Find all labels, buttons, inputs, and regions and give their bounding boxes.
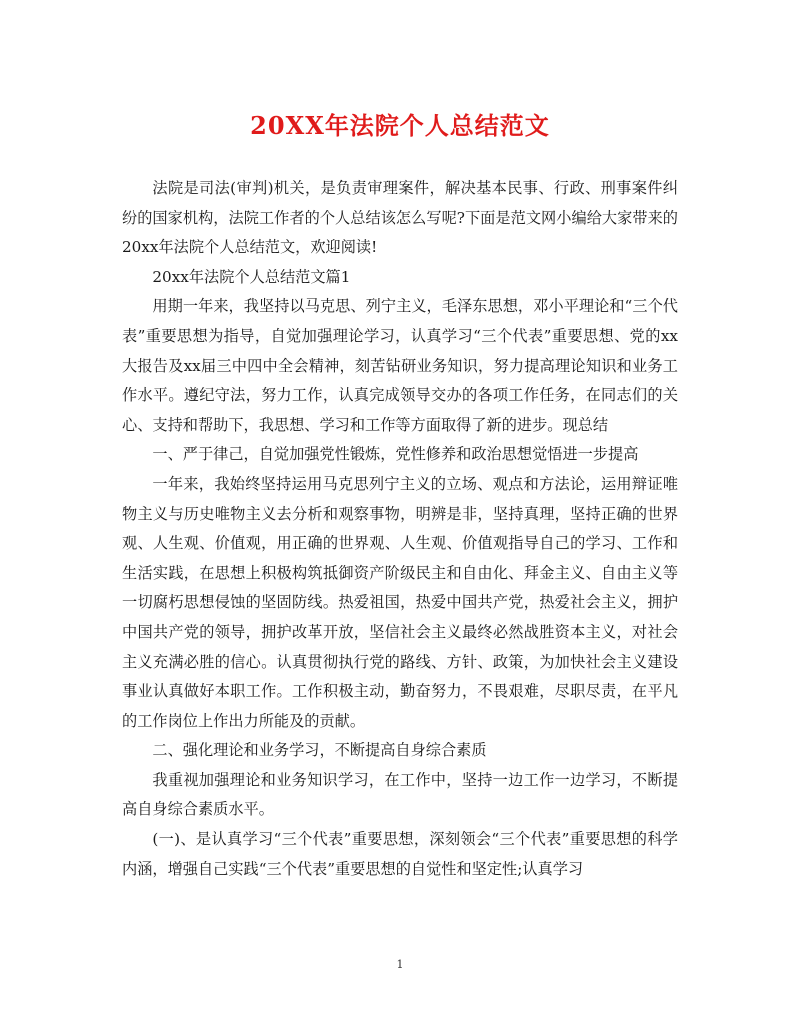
document-title: 20XX年法院个人总结范文 [250, 111, 550, 140]
body-paragraph: 我重视加强理论和业务知识学习，在工作中，坚持一边工作一边学习，不断提高自身综合素质水平。 [122, 770, 678, 819]
page-number: 1 [396, 958, 404, 971]
document-body [122, 174, 678, 884]
body-paragraph: 用期一年来，我坚持以马克思、列宁主义，毛泽东思想，邓小平理论和“三个代表”重要思想为指导，自觉加强理论学习，认真学习“三个代表”重要思想、党的xx大报告及xx届三中四中全会精神，刻苦钻研业务知识，努力提高理论知识和业务工作水平。遵纪守法，努力工作，认真完成领导交办的各项工作任务，在同志们的关心、支持和帮助下，我思想、学习和工作等方面取得了新的进步。现总结 [122, 297, 678, 434]
section-subtitle: 20xx年法院个人总结范文篇1 [152, 267, 351, 286]
section-heading-2: 二、强化理论和业务学习，不断提高自身综合素质 [152, 741, 487, 760]
body-paragraph: 一年来，我始终坚持运用马克思列宁主义的立场、观点和方法论，运用辩证唯物主义与历史唯物主义去分析和观察事物，明辨是非，坚持真理，坚持正确的世界观、人生观、价值观，用正确的世界观、人生观、价值观指导自己的学习、工作和生活实践，在思想上积极构筑抵御资产阶级民主和自由化、拜金主义、自由主义等一切腐朽思想侵蚀的坚固防线。热爱祖国，热爱中国共产党，热爱社会主义，拥护中国共产党的领导，拥护改革开放，坚信社会主义最终必然战胜资本主义，对社会主义充满必胜的信心。认真贯彻执行党的路线、方针、政策，为加快社会主义建设事业认真做好本职工作。工作积极主动，勤奋努力，不畏艰难，尽职尽责，在平凡的工作岗位上作出力所能及的贡献。 [122, 474, 678, 730]
intro-paragraph: 法院是司法(审判)机关，是负责审理案件，解决基本民事、行政、刑事案件纠纷的国家机构，法院工作者的个人总结该怎么写呢?下面是范文网小编给大家带来的20xx年法院个人总结范文，欢迎阅读! [122, 179, 678, 257]
body-paragraph: (一)、是认真学习“三个代表”重要思想，深刻领会“三个代表”重要思想的科学内涵，增强自己实践“三个代表”重要思想的自觉性和坚定性;认真学习 [122, 830, 678, 878]
section-heading-1: 一、严于律己，自觉加强党性锻炼，党性修养和政治思想觉悟进一步提高 [152, 445, 639, 464]
